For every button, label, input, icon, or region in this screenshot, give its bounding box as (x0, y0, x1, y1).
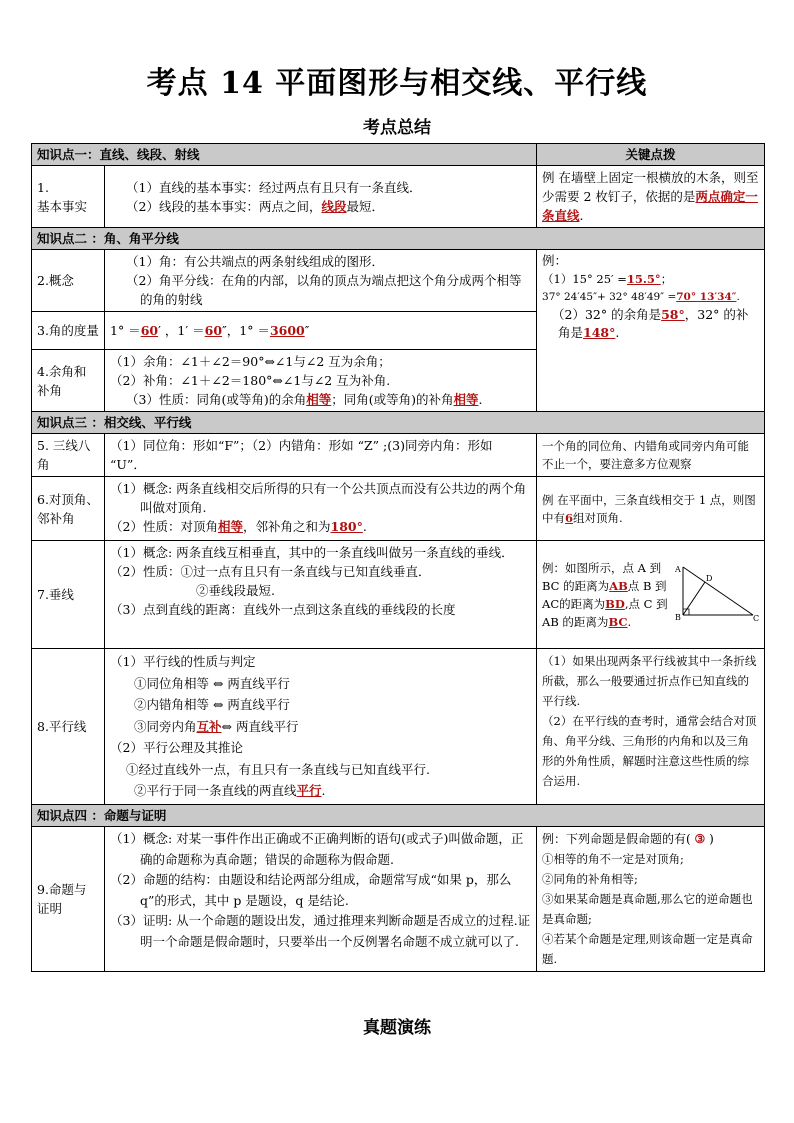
table-row (32, 541, 765, 649)
row-name: 8.平行线 (32, 649, 105, 805)
section-label: 知识点一：直线、线段、射线 (32, 144, 537, 166)
row-name: 5. 三线八 角 (32, 434, 105, 477)
row-content: （1）角：有公共端点的两条射线组成的图形． （2）角平分线：在角的内部，以角的顶点为端点把这个角分成两个相等的角的射线 (105, 250, 537, 312)
row-content: 1° ＝60′ ，1′ ＝60″，1° ＝3600″ (105, 312, 537, 350)
row-content: （1）概念: 两条直线相交后所得的只有一个公共顶点而没有公共边的两个角叫做对顶角. （2）性质：对顶角相等，邻补角之和为180°. (105, 477, 537, 541)
row-name: 4.余角和 补角 (32, 350, 105, 412)
table-row (32, 477, 765, 541)
row-content: （1）直线的基本事实：经过两点有且只有一条直线． （2）线段的基本事实：两点之间，线段最短． (105, 166, 537, 228)
row-content: （1）余角：∠1＋∠2＝90°⇔∠1与∠2 互为余角； （2）补角：∠1＋∠2＝180°⇔∠1与∠2 互为补角. （3）性质：同角(或等角)的余角相等；同角(或等角)的补角相等. (105, 350, 537, 412)
section-label: 知识点二 ：角、角平分线 (32, 228, 765, 250)
section-header-1 (32, 144, 765, 166)
row-content: （1）概念: 对某一事件作出正确或不正确判断的语句(或式子)叫做命题，正确的命题称为真命题；错误的命题称为假命题. （2）命题的结构：由题设和结论两部分组成，命题常写成“如果 p，那么 q”的形式，其中 p 是题设，q 是结论. （3）证明: 从一个命题的题设出发，通过推理来判断命题是否成立的过程.证明一个命题是假命题时，只要举出一个反例署名命题不成立就可以了. (105, 827, 537, 972)
table-row (32, 827, 765, 972)
section-header-3 (32, 412, 765, 434)
row-name: 1. 基本事实 (32, 166, 105, 228)
row-name: 2.概念 (32, 250, 105, 312)
section-subtitle: 考点总结 (363, 118, 431, 138)
section-header-4 (32, 805, 765, 827)
table-row (32, 434, 765, 477)
key-point: （1）如果出现两条平行线被其中一条折线所截，那么一般要通过折点作已知直线的平行线. （2）在平行线的查考时，通常会结合对顶角、角平分线、三角形的内角和以及三角形的外角性质，解题时注意这些性质的综合运用. (537, 649, 765, 805)
page-title: 考点 14 平面图形与相交线、平行线 (146, 66, 648, 101)
key-points-header: 关键点拨 (537, 144, 765, 166)
label-d: D (706, 573, 713, 583)
table-row (32, 250, 765, 312)
row-name: 3.角的度量 (32, 312, 105, 350)
row-name: 6.对顶角、 邻补角 (32, 477, 105, 541)
segment-ac (683, 567, 753, 615)
key-point: 一个角的同位角、内错角或同旁内角可能不止一个，要注意多方位观察 (537, 434, 765, 477)
table-row (32, 649, 765, 805)
right-triangle-figure (675, 563, 759, 621)
table-row (32, 166, 765, 228)
label-c: C (753, 613, 760, 621)
segment-bd (683, 582, 705, 615)
section-label: 知识点三 ：相交线、平行线 (32, 412, 765, 434)
key-point: A B C D 例：如图所示，点 A 到 BC 的距离为AB点 B 到 AC的距离为BD,点 C 到 AB 的距离为BC. (537, 541, 765, 649)
row-content: （1）同位角：形如“F”；（2）内错角：形如 “Z” ;(3)同旁内角：形如 “U”． (105, 434, 537, 477)
key-point: 例：下列命题是假命题的有( ③ ) ①相等的角不一定是对顶角; ②同角的补角相等; ③如果某命题是真命题,那么它的逆命题也是真命题; ④若某个命题是定理,则该命题一定是真命题. (537, 827, 765, 972)
knowledge-table (31, 143, 765, 972)
row-content: （1）概念: 两条直线互相垂直，其中的一条直线叫做另一条直线的垂线． （2）性质：①过一点有且只有一条直线与已知直线垂直． ②垂线段最短. （3）点到直线的距离：直线外一点到这条直线的垂线段的长度 (105, 541, 537, 649)
section-header-2 (32, 228, 765, 250)
key-point: 例 在墙壁上固定一根横放的木条，则至少需要 2 枚钉子，依据的是两点确定一条直线. (537, 166, 765, 228)
practice-heading: 真题演练 (363, 1018, 431, 1038)
key-point: 例 在平面中，三条直线相交于 1 点，则图中有6组对顶角. (537, 477, 765, 541)
label-b: B (675, 612, 681, 621)
row-name: 9.命题与 证明 (32, 827, 105, 972)
key-point: 例： （1）15° 25′ =15.5°； 37° 24′45″+ 32° 48′49″ =70° 13′34″. （2）32° 的余角是58°，32° 的补角是148°. (537, 250, 765, 412)
label-a: A (675, 564, 681, 574)
row-name: 7.垂线 (32, 541, 105, 649)
row-content: （1）平行线的性质与判定 ①同位角相等 ⇔ 两直线平行 ②内错角相等 ⇔ 两直线平行 ③同旁内角互补⇔ 两直线平行 （2）平行公理及其推论 ①经过直线外一点，有且只有一条直线与已知直线平行. ②平行于同一条直线的两直线平行. (105, 649, 537, 805)
section-label: 知识点四 ：命题与证明 (32, 805, 765, 827)
